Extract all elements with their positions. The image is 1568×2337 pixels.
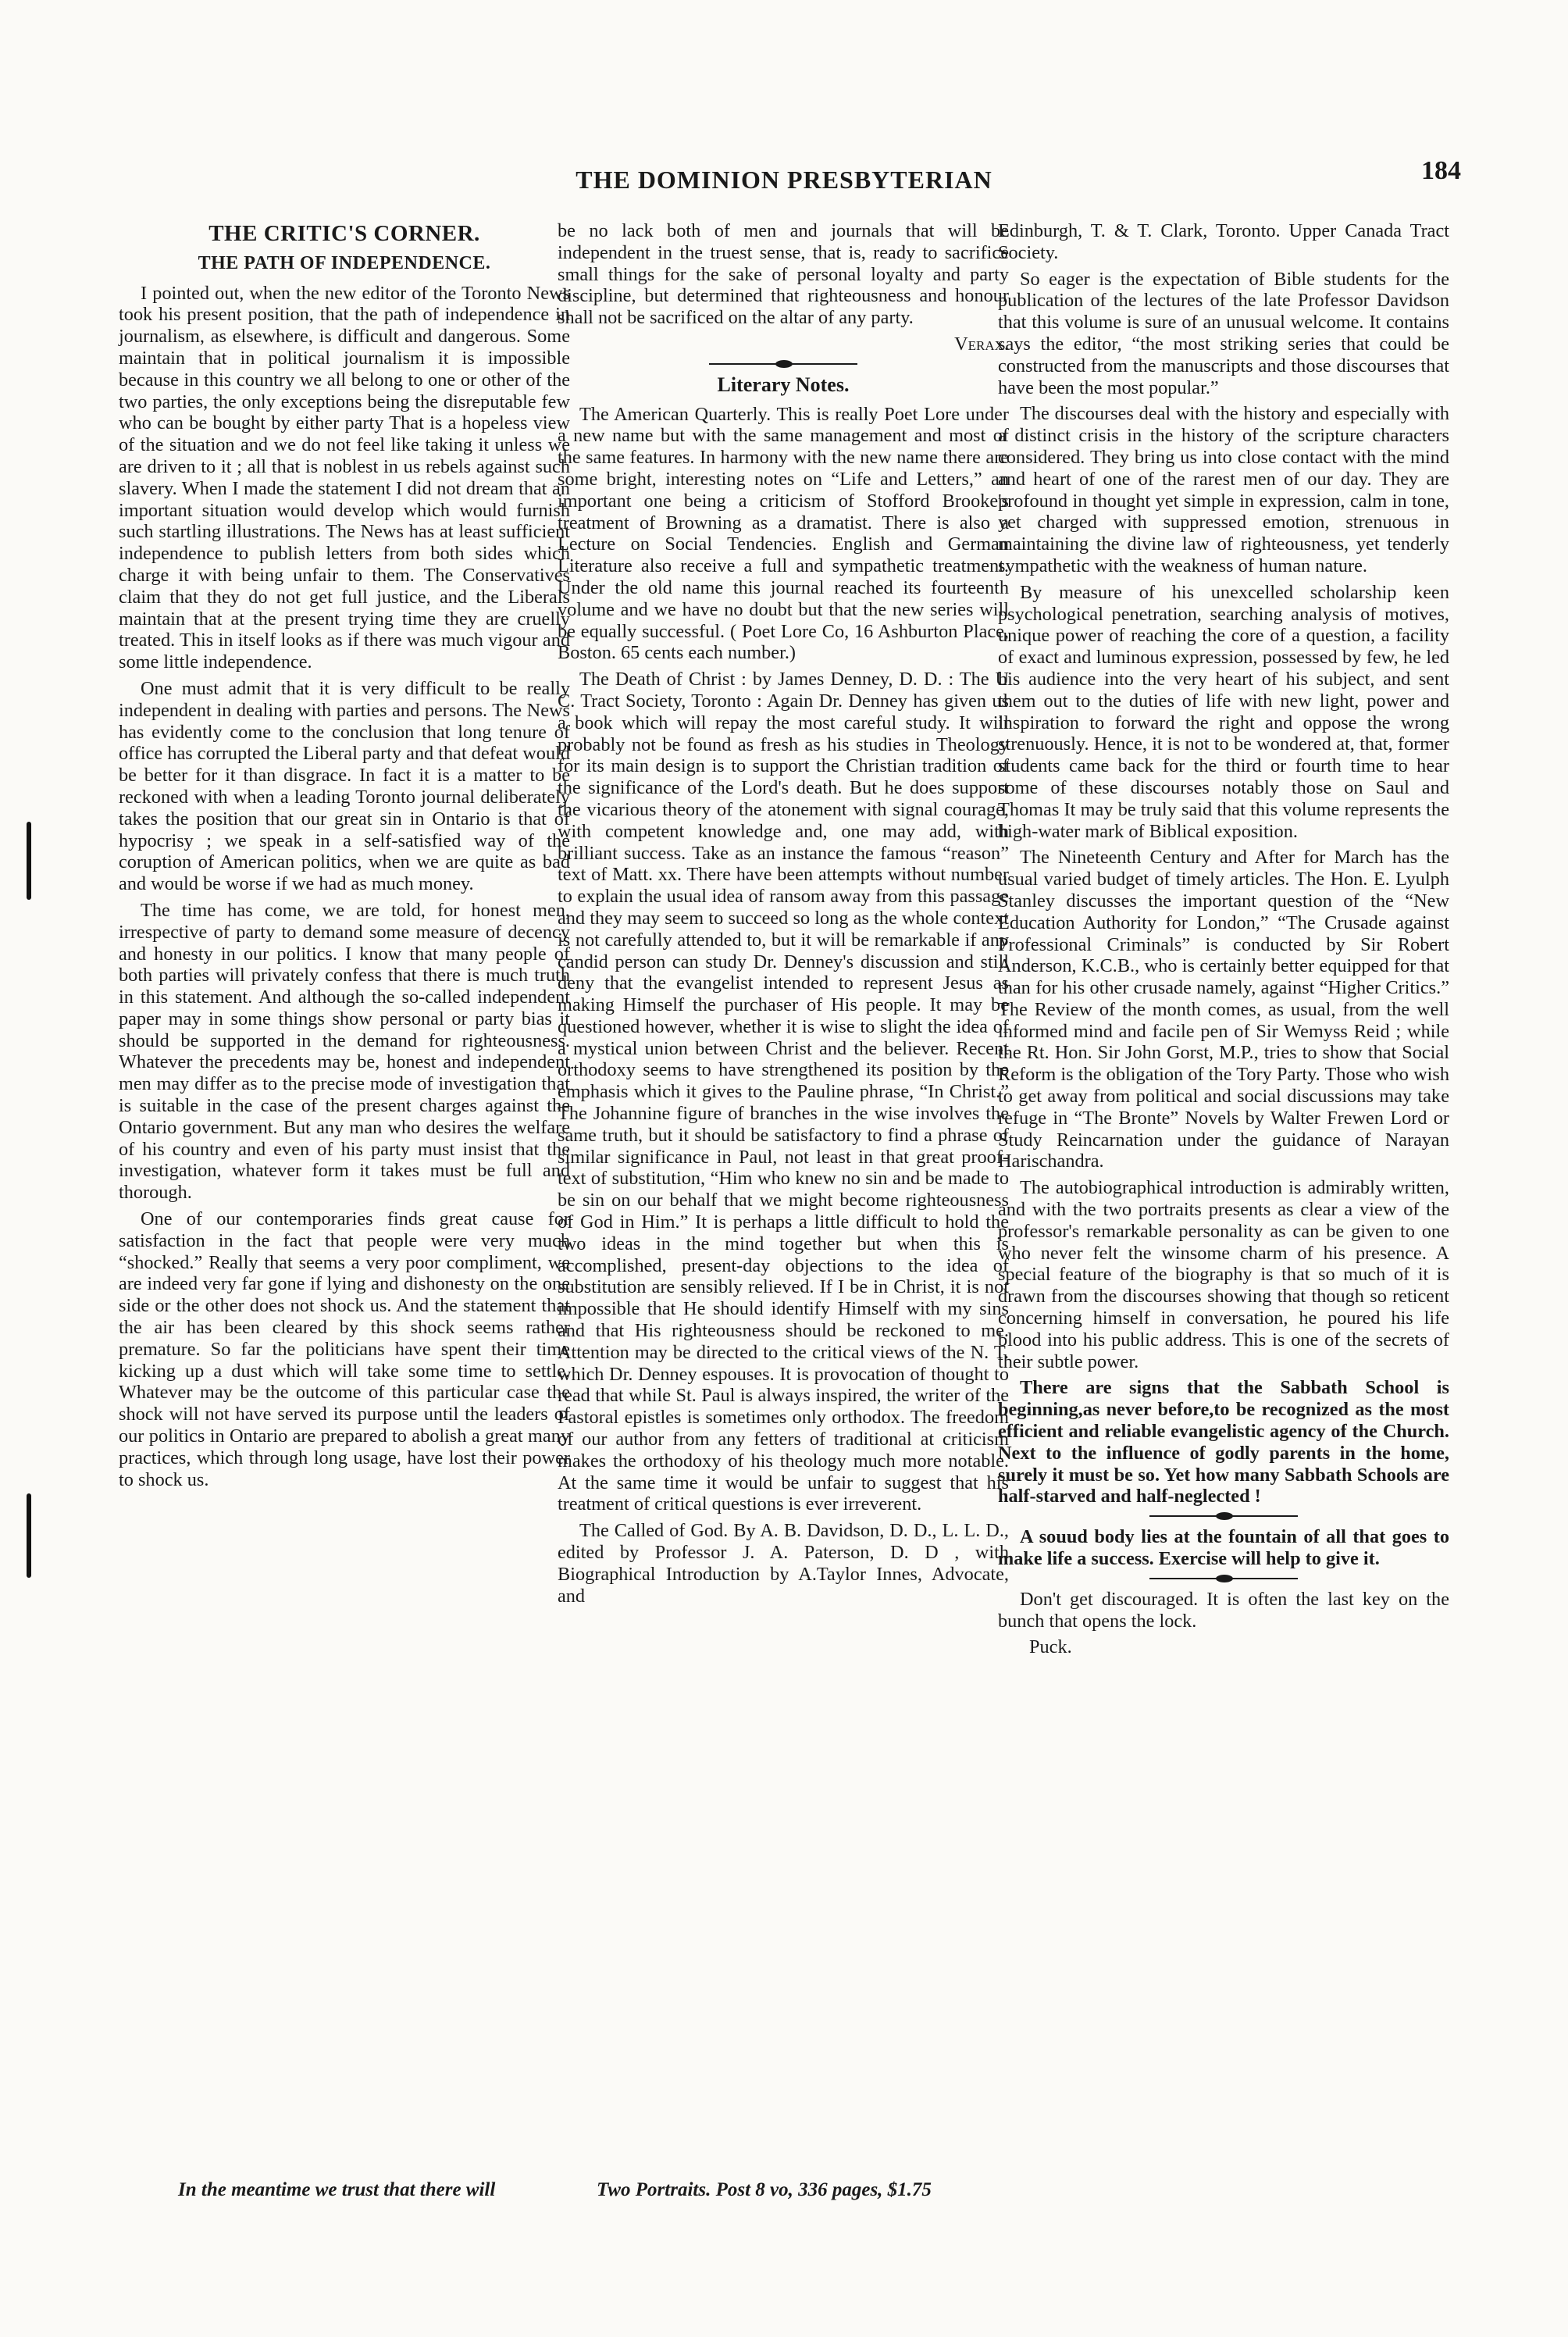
paragraph: I pointed out, when the new editor of the Toronto News took his present position, that the path of independence in journalism, as elsewhere, is difficult and dangerous. Some maintain that in political journalism it is impossible because in this country we all belong to one or other of the two parties, the only exceptions being the disreputable few who can be bought by either party That is a hopeless view of the situation and we do not feel like taking it unless we are driven to it ; all that is noblest in us rebels against such slavery. When I made the statement I did not dream that an important situation would develop which would furnish such startling illustrations. The News has at least sufficient independence to publish letters from both sides which charge it with being unfair to them. The Conservatives claim that they do not get full justice, and the Liberals maintain that at the present trying time they are cruelly treated. This in itself looks as if there was much vigour and some little independence. xyxy=(119,282,570,673)
paragraph-continuation: be no lack both of men and journals that will be independent in the truest sense, that is, ready to sacrifice small things for the sake of personal loyalty and party discipline, but determined that righteousness and honour shall not be sacrificed on the altar of any party. xyxy=(558,220,1009,329)
page-number: 184 xyxy=(1421,156,1461,185)
section-divider xyxy=(709,363,857,365)
paragraph: The autobiographical introduction is admirably written, and with the two portraits presents as clear a view of the professor's remarkable personality as can be given to one who never felt the winsome charm of his presence. A special feature of the biography is that so much of it is drawn from the discourses showing that though so reticent concerning himself in conversation, he poured his life blood into his public address. This is one of the secrets of their subtle power. xyxy=(998,1177,1449,1372)
bottom-line-left: In the meantime we trust that there will xyxy=(178,2179,496,2200)
subheading-path-of-independence: THE PATH OF INDEPENDENCE. xyxy=(198,252,491,273)
paragraph: The Nineteenth Century and After for March has the usual varied budget of timely articles. The Hon. E. Lyulph Stanley discusses the important question of the “New Education Authority for London,” “The Crusade against Professional Criminals” is conducted by Sir Robert Anderson, K.C.B., who is certainly better equipped for that than for his other crusade namely, against “Higher Critics.” The Review of the month comes, as usual, from the well informed mind and facile pen of Sir Wemyss Reid ; while the Rt. Hon. Sir John Gorst, M.P., tries to show that Social Reform is the obligation of the Tory Party. Those who wish to get away from political and social discussions may take refuge in “The Bronte” Novels by Walter Frewen Lord or Study Reincarnation under the guidance of Narayan Harischandra. xyxy=(998,847,1449,1172)
paragraph: The Called of God. By A. B. Davidson, D. D., L. L. D., edited by Professor J. A. Paterson, D. D , with Biographical Introduction by A.Taylor Innes, Advocate, and xyxy=(558,1520,1009,1607)
paragraph-continuation: Edinburgh, T. & T. Clark, Toronto. Upper Canada Tract Society. xyxy=(998,220,1449,263)
column-literary-notes xyxy=(558,220,1009,1611)
section-divider xyxy=(1149,1515,1298,1517)
paragraph: The Death of Christ : by James Denney, D. D. : The U C. Tract Society, Toronto : Again Dr. Denney has given us a book which will repay the most careful study. It will probably not be found as fresh as his studies in Theology for its main design is to support the Christian tradition of the significance of the Lord's death. But he does support the vicarious theory of the atonement with signal courage, with competent knowledge and, one may add, with brilliant success. Take as an instance the famous “reason” text of Matt. xx. There have been attempts without number to explain the usual idea of ransom away from this passage and they may seem to succeed so long as the whole context is not carefully attended to, but it will be remarkable if any candid person can study Dr. Denney's discussion and still deny that the evangelist intended to represent Jesus as making Himself the purchaser of His people. It may be questioned however, whether it is wise to slight the idea of a mystical union between Christ and the believer. Recent orthodoxy seems to have strengthened its position by the emphasis which it gives to the Pauline phrase, “In Christ.” The Johannine figure of branches in the wise involves the same truth, but it should be satisfactory to find a phrase of similar significance in Paul, not least in that great proof-text of substitution, “Him who knew no sin and be made to be sin on our behalf that we might become righteousness of God in Him.” It is perhaps a little difficult to hold the two ideas in the mind together but when this is accomplished, present-day objections to the idea of substitution are sensibly relieved. If I be in Christ, it is not impossible that He should identify Himself with my sins and that His righteousness should be reckoned to me. Attention may be directed to the critical views of the N. T. which Dr. Denney espouses. It is provocation of thought to read that while St. Paul is always inspired, the writer of the Pastoral epistles is sometimes only orthodox. The freedom of our author from any fetters of traditional at criticism makes the orthodoxy of his theology much more notable. At the same time it would be unfair to suggest that his treatment of critical questions is ever irreverent. xyxy=(558,669,1009,1515)
paragraph: The time has come, we are told, for honest men, irrespective of party to demand some measure of decency and honesty in our politics. I know that many people of both parties will privately confess that there is much truth in this statement. And although the so-called independent paper may in some things show personal or party bias it should be supported in the demand for righteousness. Whatever the precedents may be, honest and independent men may differ as to the precise mode of investigation that is suitable in the case of the present charges against the Ontario government. But any man who desires the welfare of his country and even of his party must insist that the investigation, whatever form it takes must be full and thorough. xyxy=(119,899,570,1204)
paragraph: By measure of his unexcelled scholarship keen psychological penetration, searching analysis of motives, unique power of reaching the core of a question, a facility of exact and luminous expression, possessed by few, he led his audience into the very heart of his subject, and sent them out to the duties of life with new light, power and inspiration to forward the right and oppose the wrong strenuously. Hence, it is not to be wondered at, that, former students came back for the third or fourth time to hear some of these discourses notably those on Saul and Thomas It may be truly said that this volume represents the high-water mark of Biblical exposition. xyxy=(998,581,1449,842)
column-continued xyxy=(998,220,1449,1658)
margin-mark-2 xyxy=(27,1493,31,1578)
section-heading-literary-notes: Literary Notes. xyxy=(717,373,850,396)
column-critics-corner xyxy=(119,220,570,1495)
paragraph: There are signs that the Sabbath School is beginning,as never before,to be recognized as the most efficient and reliable evangelistic agency of the Church. Next to the influence of godly parents in the home, surely it must be so. Yet how many Sabbath Schools are half-starved and half-neglected ! xyxy=(998,1377,1449,1507)
paragraph: One of our contemporaries finds great cause for satisfaction in the fact that people were very much “shocked.” Really that seems a very poor compliment, we are indeed very far gone if lying and dishonesty on the one side or the other does not shock us. And the statement that the air has been cleared by this shock seems rather premature. So far the politicians have spent their time kicking up a dust which will take some time to settle. Whatever may be the outcome of this particular case the shock will not have served its purpose until the leaders of our politics in Ontario are prepared to abolish a great many practices, which through long usage, have lost their power to shock us. xyxy=(119,1208,570,1490)
margin-mark-1 xyxy=(27,822,31,900)
page-header-title: THE DOMINION PRESBYTERIAN xyxy=(576,166,992,194)
paragraph: The discourses deal with the history and especially with a distinct crisis in the history of the scripture characters considered. They bring us into close contact with the mind and heart of one of the rarest men of our day. They are profound in thought yet simple in expression, calm in tone, yet charged with suppressed emotion, strenuous in maintaining the divine law of righteousness, yet tenderly sympathetic with the weakness of human nature. xyxy=(998,403,1449,576)
paragraph: The American Quarterly. This is really Poet Lore under a new name but with the same management and most of the same features. In harmony with the new name there are some bright, interesting notes on “Life and Letters,” an important one being a criticism of Stofford Brooke's treatment of Browning as a dramatist. There is also a Lecture on Social Tendencies. English and German Literature also receive a full and sympathetic treatment. Under the old name this journal reached its fourteenth volume and we have no doubt but that the new series will be equally successful. ( Poet Lore Co, 16 Ashburton Place, Boston. 65 cents each number.) xyxy=(558,403,1009,664)
author-signature: Verax. xyxy=(954,333,1009,355)
bottom-line-right: Two Portraits. Post 8 vo, 336 pages, $1.75 xyxy=(597,2179,932,2200)
section-divider xyxy=(1149,1578,1298,1579)
section-heading-critics-corner: THE CRITIC'S CORNER. xyxy=(208,221,480,246)
quote-source: Puck. xyxy=(1029,1636,1072,1658)
paragraph: So eager is the expectation of Bible students for the publication of the lectures of the late Professor Davidson that this volume is sure of an unusual welcome. It contains says the editor, “the most striking series that could be constructed from the manuscripts and those discourses that have been the most popular.” xyxy=(998,268,1449,398)
paragraph: One must admit that it is very difficult to be really independent in dealing with parties and persons. The News has evidently come to the conclusion that long tenure of office has corrupted the Liberal party and that defeat would be better for it than disgrace. In fact it is a matter to be reckoned with when a leading Toronto journal deliberately takes the position that our great sin in Ontario is that of hypocrisy ; we speak in a self-satisfied way of the coruption of American politics, when we are quite as bad and would be worse if we had as much money. xyxy=(119,677,570,895)
paragraph: A souud body lies at the fountain of all that goes to make life a success. Exercise will help to give it. xyxy=(998,1526,1449,1570)
paragraph: Don't get discouraged. It is often the last key on the bunch that opens the lock. xyxy=(998,1588,1449,1632)
